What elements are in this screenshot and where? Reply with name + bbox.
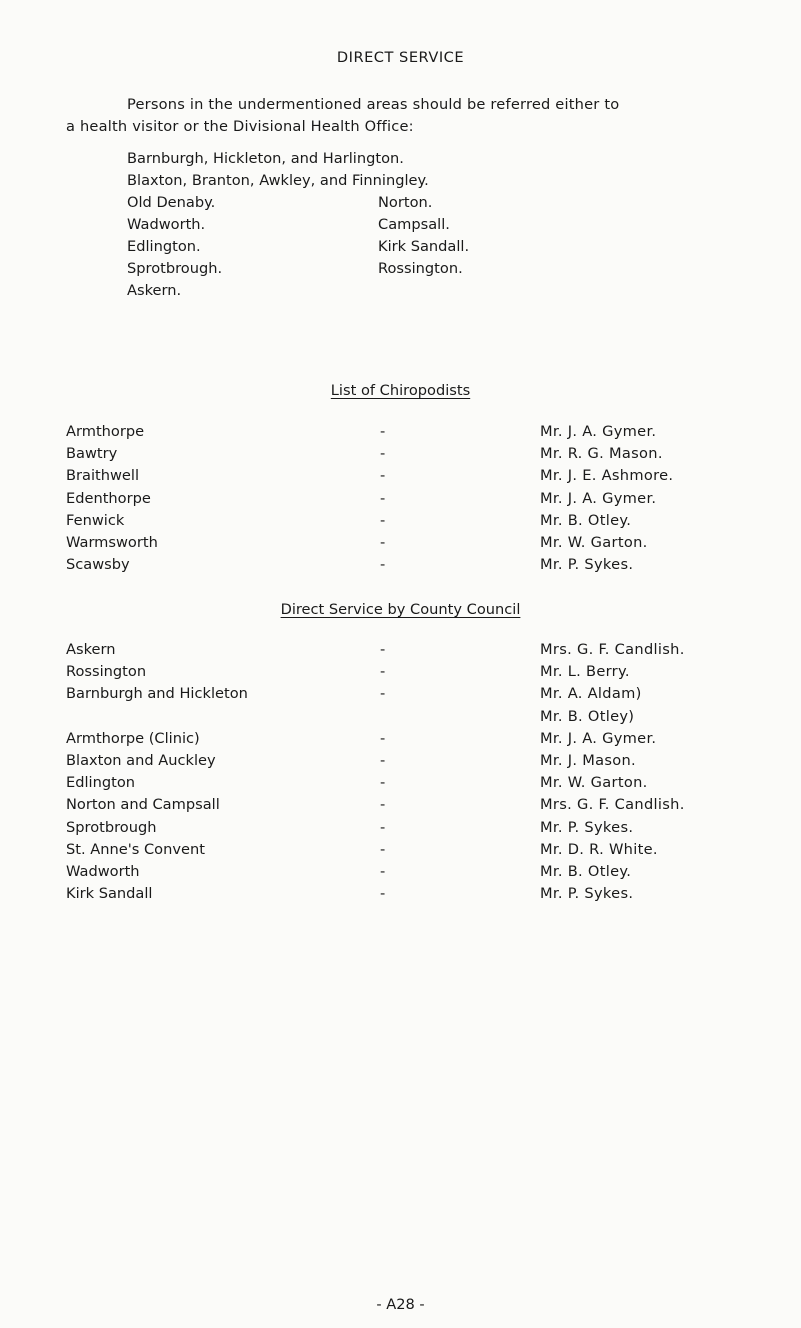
dash-cell: - [380, 840, 386, 858]
council-heading-text: Direct Service by County Council [280, 601, 521, 618]
table-row [66, 863, 786, 885]
area-line: Sprotbrough. [127, 260, 223, 277]
intro-text-line-2: a health visitor or the Divisional Health Office: [66, 118, 414, 135]
person-cell: Mr. P. Sykes. [540, 818, 634, 836]
area-line: Askern. [127, 282, 182, 299]
dash-cell: - [380, 423, 386, 440]
place-cell: Armthorpe [66, 423, 145, 440]
area-line: Barnburgh, Hickleton, and Harlington. [127, 150, 404, 167]
area-line: Blaxton, Branton, Awkley, and Finningley. [127, 172, 429, 189]
place-cell: Warmsworth [66, 533, 158, 551]
chiropodists-heading [0, 382, 801, 400]
person-cell: Mr. A. Aldam) [540, 685, 642, 703]
person-cell: Mrs. G. F. Candlish. [540, 796, 685, 814]
place-cell: Scawsby [66, 556, 130, 574]
person-cell: Mr. R. G. Mason. [540, 445, 663, 463]
dash-cell: - [380, 556, 386, 574]
dash-cell: - [380, 729, 386, 747]
table-row [66, 512, 786, 534]
table-row [66, 423, 786, 445]
table-row [66, 708, 786, 730]
person-cell: Mr. J. Mason. [540, 751, 636, 769]
person-cell: Mr. J. A. Gymer. [540, 729, 657, 747]
area-line: Norton. [378, 194, 433, 211]
dash-cell: - [380, 862, 386, 880]
table-row [66, 730, 786, 752]
dash-cell: - [380, 467, 386, 485]
table-row [66, 841, 786, 863]
area-line: Old Denaby. [127, 194, 216, 211]
area-line: Campsall. [378, 216, 450, 233]
place-cell: Rossington [66, 663, 147, 681]
chiropodists-table [66, 423, 786, 578]
dash-cell: - [380, 445, 386, 463]
person-cell: Mr. B. Otley) [540, 707, 635, 725]
person-cell: Mr. P. Sykes. [540, 556, 634, 574]
dash-cell: - [380, 685, 386, 703]
place-cell: Armthorpe (Clinic) [66, 729, 200, 747]
place-cell: Braithwell [66, 467, 140, 485]
table-row [66, 663, 786, 685]
person-cell: Mr. J. E. Ashmore. [540, 467, 674, 485]
table-row [66, 819, 786, 841]
person-cell: Mr. J. A. Gymer. [540, 489, 657, 507]
place-cell: Blaxton and Auckley [66, 751, 216, 769]
area-line: Kirk Sandall. [378, 238, 470, 255]
table-row [66, 796, 786, 818]
dash-cell: - [380, 751, 386, 769]
area-line: Wadworth. [127, 216, 206, 233]
table-row [66, 685, 786, 707]
dash-cell: - [380, 818, 386, 836]
person-cell: Mr. L. Berry. [540, 663, 630, 681]
table-row [66, 490, 786, 512]
place-cell: Barnburgh and Hickleton [66, 685, 248, 703]
person-cell: Mr. B. Otley. [540, 511, 632, 529]
page-number: - A28 - [376, 1296, 425, 1313]
place-cell: Bawtry [66, 445, 118, 463]
place-cell: Sprotbrough [66, 818, 157, 836]
dash-cell: - [380, 663, 386, 681]
person-cell: Mr. W. Garton. [540, 774, 648, 792]
place-cell: St. Anne's Convent [66, 840, 205, 858]
table-row [66, 556, 786, 578]
area-line: Rossington. [378, 260, 463, 277]
place-cell: Edlington [66, 774, 136, 792]
table-row [66, 885, 786, 907]
table-row [66, 774, 786, 796]
place-cell: Edenthorpe [66, 489, 151, 507]
dash-cell: - [380, 489, 386, 507]
intro-text-line-1: Persons in the undermentioned areas should be referred either to [127, 96, 620, 113]
person-cell: Mr. B. Otley. [540, 862, 632, 880]
person-cell: Mr. D. R. White. [540, 840, 658, 858]
person-cell: Mr. J. A. Gymer. [540, 423, 657, 440]
areas-second-column [378, 194, 469, 282]
place-cell: Kirk Sandall [66, 885, 153, 903]
dash-cell: - [380, 641, 386, 658]
place-cell: Wadworth [66, 862, 140, 880]
table-row [66, 467, 786, 489]
dash-cell: - [380, 796, 386, 814]
person-cell: Mr. W. Garton. [540, 533, 648, 551]
table-row [66, 445, 786, 467]
person-cell: Mr. P. Sykes. [540, 885, 634, 903]
table-row [66, 752, 786, 774]
dash-cell: - [380, 533, 386, 551]
dash-cell: - [380, 774, 386, 792]
place-cell: Fenwick [66, 511, 125, 529]
table-row [66, 534, 786, 556]
place-cell: Norton and Campsall [66, 796, 220, 814]
page-title: DIRECT SERVICE [336, 49, 465, 66]
dash-cell: - [380, 511, 386, 529]
council-service-table [66, 641, 786, 907]
place-cell: Askern [66, 641, 116, 658]
area-line: Edlington. [127, 238, 201, 255]
chiropodists-heading-text: List of Chiropodists [330, 382, 471, 399]
dash-cell: - [380, 885, 386, 903]
person-cell: Mrs. G. F. Candlish. [540, 641, 685, 658]
table-row [66, 641, 786, 663]
council-heading [0, 601, 801, 619]
